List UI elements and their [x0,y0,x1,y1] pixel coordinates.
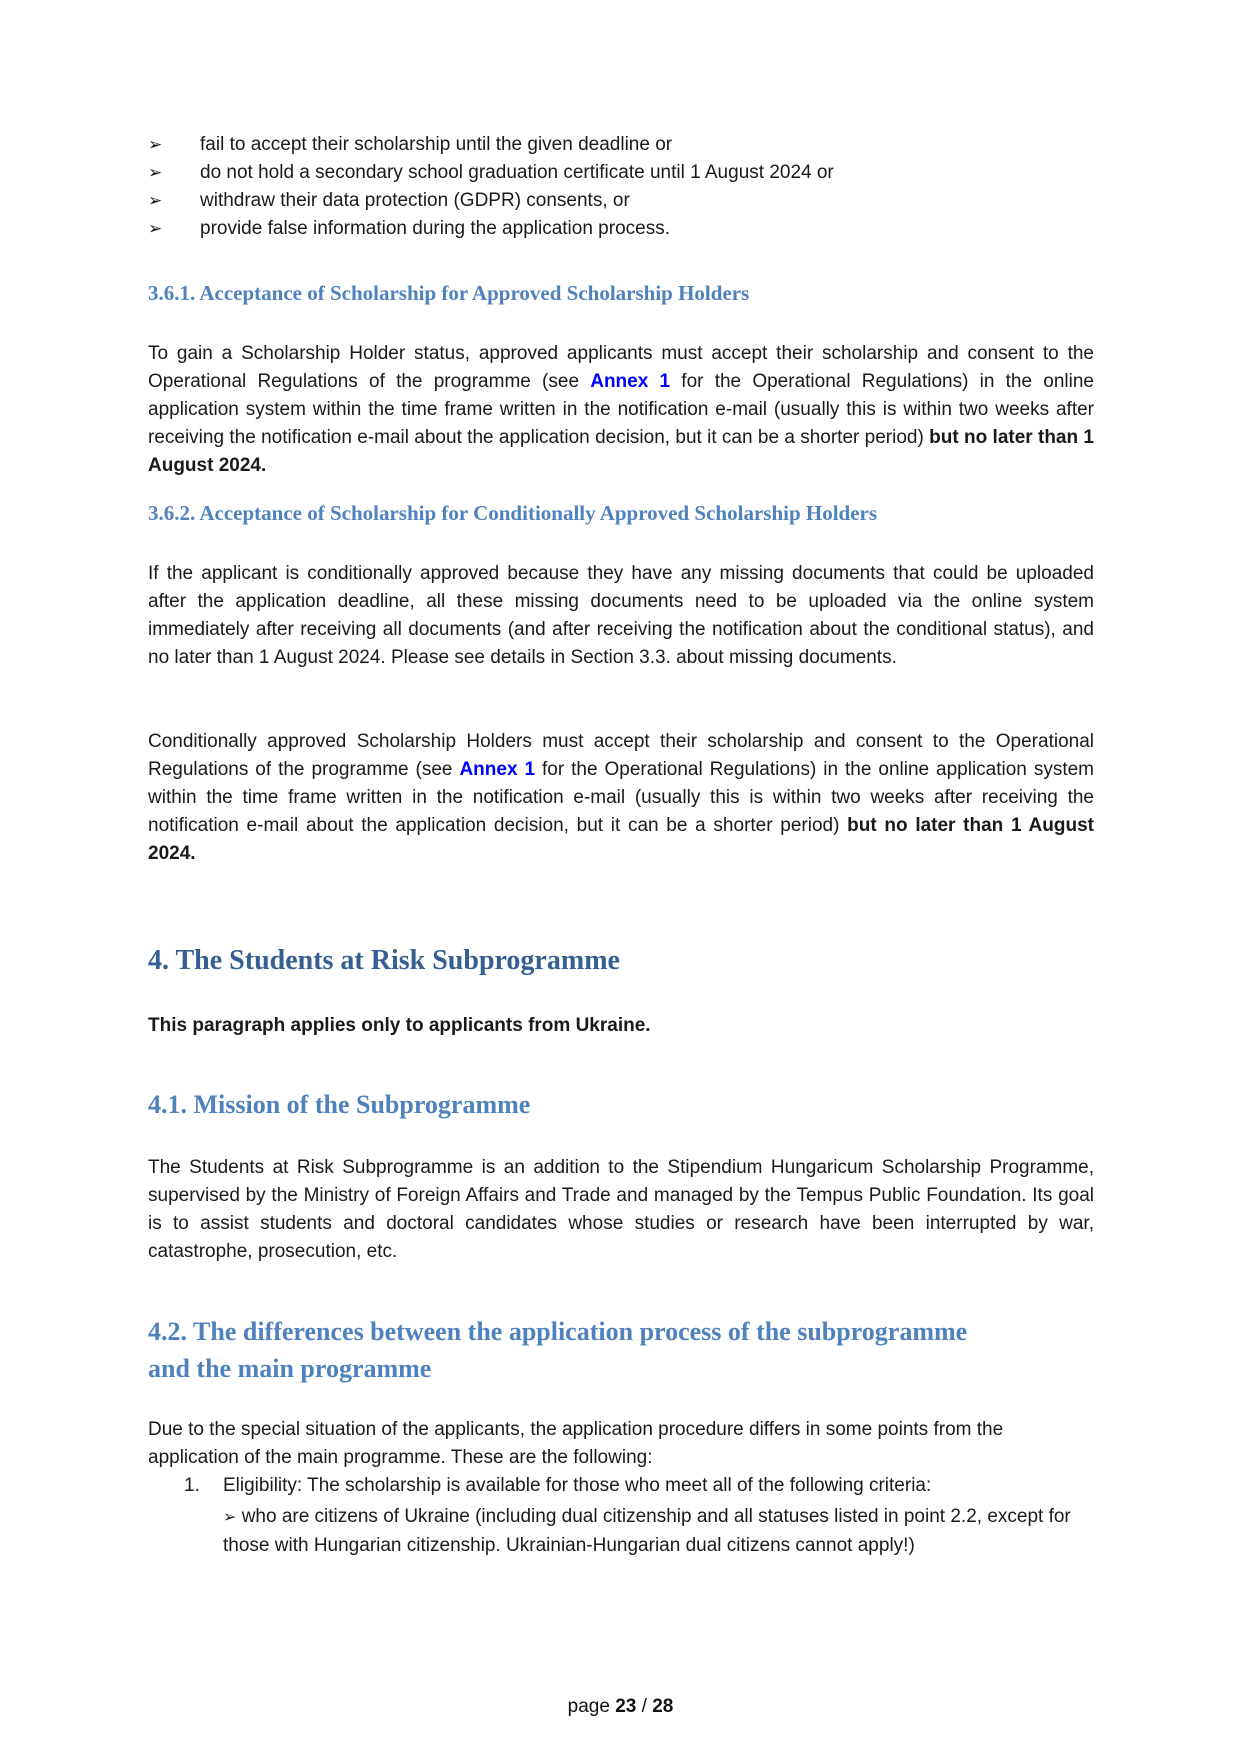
page-separator: / [641,1696,647,1717]
page-label: page [567,1696,610,1717]
heading-line: and the main programme [148,1354,432,1383]
bullet-text: withdraw their data protection (GDPR) consents, or [200,190,630,211]
ukraine-only-note: This paragraph applies only to applicants from Ukraine. [148,1015,651,1036]
arrow-bullet-icon: ➢ [223,1509,237,1526]
paragraph-text: for the Operational Regulations) in the online application system within the time frame written in the notification e-mail (usually this is within two weeks after receiving the notification e-mail about the application decision, but it can be a shorter period) [148,759,1094,836]
paragraph-text: for the Operational Regulations) in the online application system within the time frame written in the notification e-mail (usually this is within two weeks after receiving the notification e-mail about the application decision, but it can be a shorter period) [148,371,1094,448]
deadline-emphasis: but no later than 1 August 2024. [148,815,1094,864]
total-pages-number: 28 [652,1696,674,1717]
paragraph-conditional-acceptance [148,728,1094,868]
bullet-item [148,187,630,215]
annex-1-link[interactable]: Annex 1 [459,759,536,780]
paragraph-approved-acceptance [148,340,1094,480]
numbered-list-item-number: 1. [184,1475,200,1496]
bullet-item [148,159,834,187]
bullet-text: fail to accept their scholarship until the given deadline or [200,134,673,155]
section-heading-4-2 [148,1313,1108,1387]
section-heading-3-6-2: 3.6.2. Acceptance of Scholarship for Conditionally Approved Scholarship Holders [148,501,878,525]
paragraph-conditional-missing-docs: If the applicant is conditionally approved because they have any missing documents that could be uploaded after the application deadline, all these missing documents need to be uploaded via the online system immediately after receiving all documents (and after receiving the notification about the conditional status), and no later than 1 August 2024. Please see details in Section 3.3. about missing documents. [148,563,1094,668]
arrow-bullet-icon: ➢ [148,163,163,182]
paragraph-text: Conditionally approved Scholarship Holders must accept their scholarship and consent to the Operational Regulations of the programme (see [148,731,1094,780]
paragraph-text: To gain a Scholarship Holder status, approved applicants must accept their scholarship and consent to the Operational Regulations of the programme (see [148,343,1094,392]
arrow-bullet-icon: ➢ [148,191,163,210]
bullet-item [148,131,672,159]
paragraph-mission: The Students at Risk Subprogramme is an addition to the Stipendium Hungaricum Scholarship Programme, supervised by the Ministry of Foreign Affairs and Trade and managed by the Tempus Public Foundation. Its goal is to assist students and doctoral candidates whose studies or research have been interrupted by war, catastrophe, prosecution, etc. [148,1157,1094,1262]
page-footer [0,1696,1241,1718]
bullet-text: provide false information during the application process. [200,218,670,239]
bullet-item [148,215,670,243]
arrow-bullet-icon: ➢ [148,219,163,238]
sub-bullet-item [223,1503,1103,1560]
section-heading-3-6-1: 3.6.1. Acceptance of Scholarship for Approved Scholarship Holders [148,281,750,305]
paragraph-differences-intro: Due to the special situation of the applicants, the application procedure differs in some points from the application of the main programme. These are the following: [148,1419,1004,1468]
heading-line: 4.2. The differences between the application process of the subprogramme [148,1317,968,1346]
deadline-emphasis: but no later than 1 August 2024. [148,427,1094,476]
arrow-bullet-icon: ➢ [148,135,163,154]
bullet-text: do not hold a secondary school graduation certificate until 1 August 2024 or [200,162,834,183]
section-heading-4-1: 4.1. Mission of the Subprogramme [148,1090,531,1119]
current-page-number: 23 [615,1696,637,1717]
list-item-text: Eligibility: The scholarship is available for those who meet all of the following criteria: [223,1475,932,1496]
section-heading-4: 4. The Students at Risk Subprogramme [148,945,620,976]
numbered-list-item [223,1472,1103,1560]
annex-1-link[interactable]: Annex 1 [590,371,671,392]
sub-bullet-text: who are citizens of Ukraine (including dual citizenship and all statuses listed in point 2.2, except for those with Hungarian citizenship. Ukrainian-Hungarian dual citizens cannot apply!) [223,1506,1071,1556]
